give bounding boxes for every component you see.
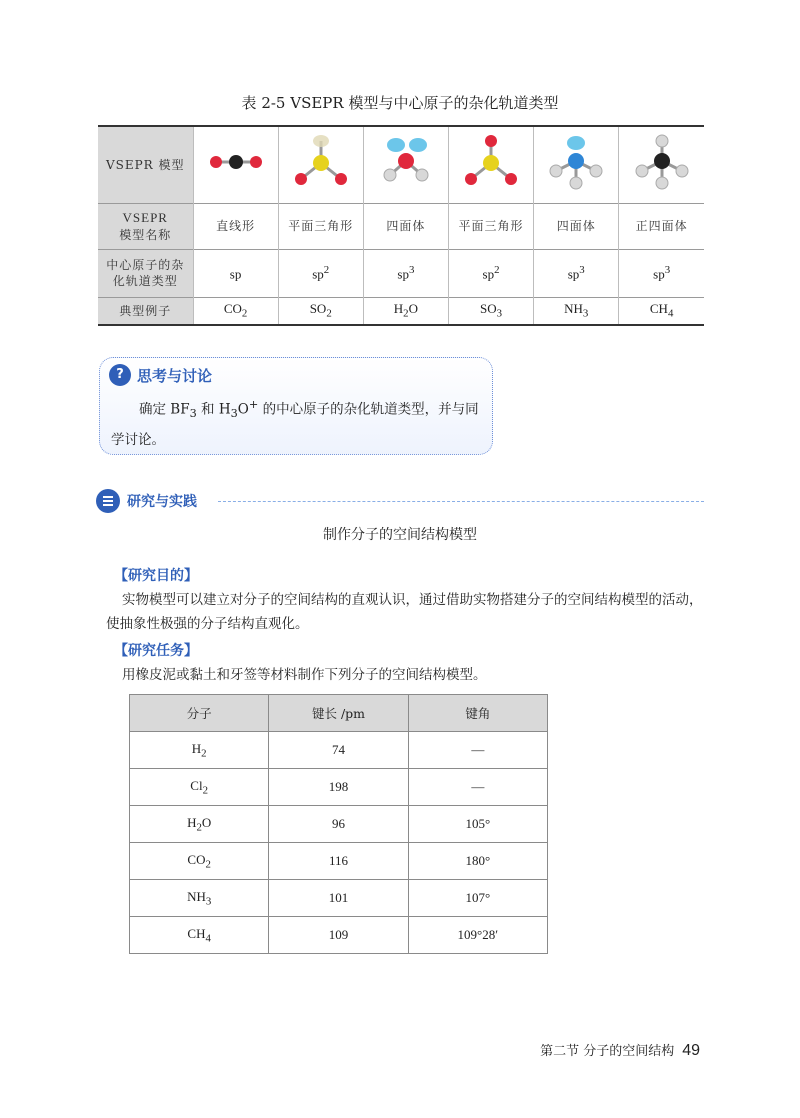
cell-molecule: $NH_3$ [130, 880, 269, 917]
cell-example: $SO_2$ [278, 297, 363, 325]
row-label-model: VSEPR 模型 [98, 126, 193, 203]
cell-length: 74 [269, 732, 408, 769]
cell-hybrid: $sp^3$ [534, 249, 619, 297]
cell-hybrid: $sp^2$ [448, 249, 533, 297]
table-row [130, 880, 548, 917]
cell-length: 96 [269, 806, 408, 843]
table-row [130, 732, 548, 769]
row-label-example: 典型例子 [98, 297, 193, 325]
cell-molecule: $H_2O$ [130, 806, 269, 843]
bond-table-header [130, 695, 548, 732]
cell-molecule: $CH_4$ [130, 917, 269, 954]
model-trigonal-planar-2 [448, 126, 533, 203]
nh3-ball-stick-icon [546, 131, 606, 193]
cell-length: 116 [269, 843, 408, 880]
model-regular-tetrahedral [619, 126, 704, 203]
cell-name: 平面三角形 [278, 203, 363, 249]
task-heading: 【研究任务】 [114, 643, 198, 659]
discussion-icon: ? [109, 364, 131, 386]
purpose-paragraph: 实物模型可以建立对分子的空间结构的直观认识，通过借助实物搭建分子的空间结构模型的活动，使抽象性极强的分子结构直观化。 [106, 592, 703, 632]
cell-angle: 107° [408, 880, 547, 917]
cell-name: 直线形 [193, 203, 278, 249]
table-2-5-title: 表 2-5 VSEPR 模型与中心原子的杂化轨道类型 [241, 94, 559, 112]
cell-length: 198 [269, 769, 408, 806]
co2-ball-stick-icon [206, 142, 266, 182]
page-number: 49 [682, 1042, 700, 1059]
cell-hybrid: $sp^2$ [278, 249, 363, 297]
vsepr-table [98, 125, 704, 326]
page-footer [540, 1040, 700, 1060]
think-discuss-text: 确定 $BF_3$ 和 $H_3O^+$ 的中心原子的杂化轨道类型，并与同学讨论。 [111, 398, 479, 449]
header-bond-angle: 键角 [408, 695, 547, 732]
cell-angle: — [408, 732, 547, 769]
cell-angle: 180° [408, 843, 547, 880]
cell-length: 101 [269, 880, 408, 917]
table-row [130, 917, 548, 954]
row-label-name: VSEPR 模型名称 [98, 203, 193, 249]
cell-angle: 109°28′ [408, 917, 547, 954]
section-divider [218, 501, 704, 502]
cell-name: 平面三角形 [448, 203, 533, 249]
model-linear [193, 126, 278, 203]
model-tetrahedral-2 [534, 126, 619, 203]
table-row [130, 769, 548, 806]
cell-example: $H_2O$ [363, 297, 448, 325]
cell-molecule: $CO_2$ [130, 843, 269, 880]
header-bond-length: 键长 /pm [269, 695, 408, 732]
research-icon [96, 489, 120, 513]
row-label-hybrid: 中心原子的杂 化轨道类型 [98, 249, 193, 297]
so2-ball-stick-icon [291, 131, 351, 193]
cell-name: 四面体 [363, 203, 448, 249]
cell-example: $CO_2$ [193, 297, 278, 325]
cell-name: 四面体 [534, 203, 619, 249]
so3-ball-stick-icon [461, 131, 521, 193]
cell-hybrid: sp [193, 249, 278, 297]
vsepr-example-row [98, 297, 704, 325]
vsepr-hybrid-row [98, 249, 704, 297]
vsepr-model-row [98, 126, 704, 203]
cell-example: $SO_3$ [448, 297, 533, 325]
cell-example: $NH_3$ [534, 297, 619, 325]
task-paragraph: 用橡皮泥或黏土和牙签等材料制作下列分子的空间结构模型。 [122, 667, 487, 683]
header-molecule: 分子 [130, 695, 269, 732]
cell-hybrid: $sp^3$ [619, 249, 704, 297]
think-discuss-title: 思考与讨论 [137, 367, 213, 385]
bond-table [129, 694, 548, 954]
cell-name: 正四面体 [619, 203, 704, 249]
cell-length: 109 [269, 917, 408, 954]
table-row [130, 806, 548, 843]
purpose-heading: 【研究目的】 [114, 568, 198, 584]
research-section-title: 研究与实践 [127, 494, 197, 510]
vsepr-name-row [98, 203, 704, 249]
cell-molecule: $Cl_2$ [130, 769, 269, 806]
research-main-title: 制作分子的空间结构模型 [323, 527, 477, 543]
model-trigonal-planar-1 [278, 126, 363, 203]
cell-hybrid: $sp^3$ [363, 249, 448, 297]
model-tetrahedral-1 [363, 126, 448, 203]
ch4-ball-stick-icon [632, 131, 692, 193]
table-row [130, 843, 548, 880]
footer-section: 第二节 分子的空间结构 [540, 1044, 675, 1059]
cell-angle: 105° [408, 806, 547, 843]
cell-example: $CH_4$ [619, 297, 704, 325]
h2o-ball-stick-icon [376, 131, 436, 193]
cell-angle: — [408, 769, 547, 806]
cell-molecule: $H_2$ [130, 732, 269, 769]
